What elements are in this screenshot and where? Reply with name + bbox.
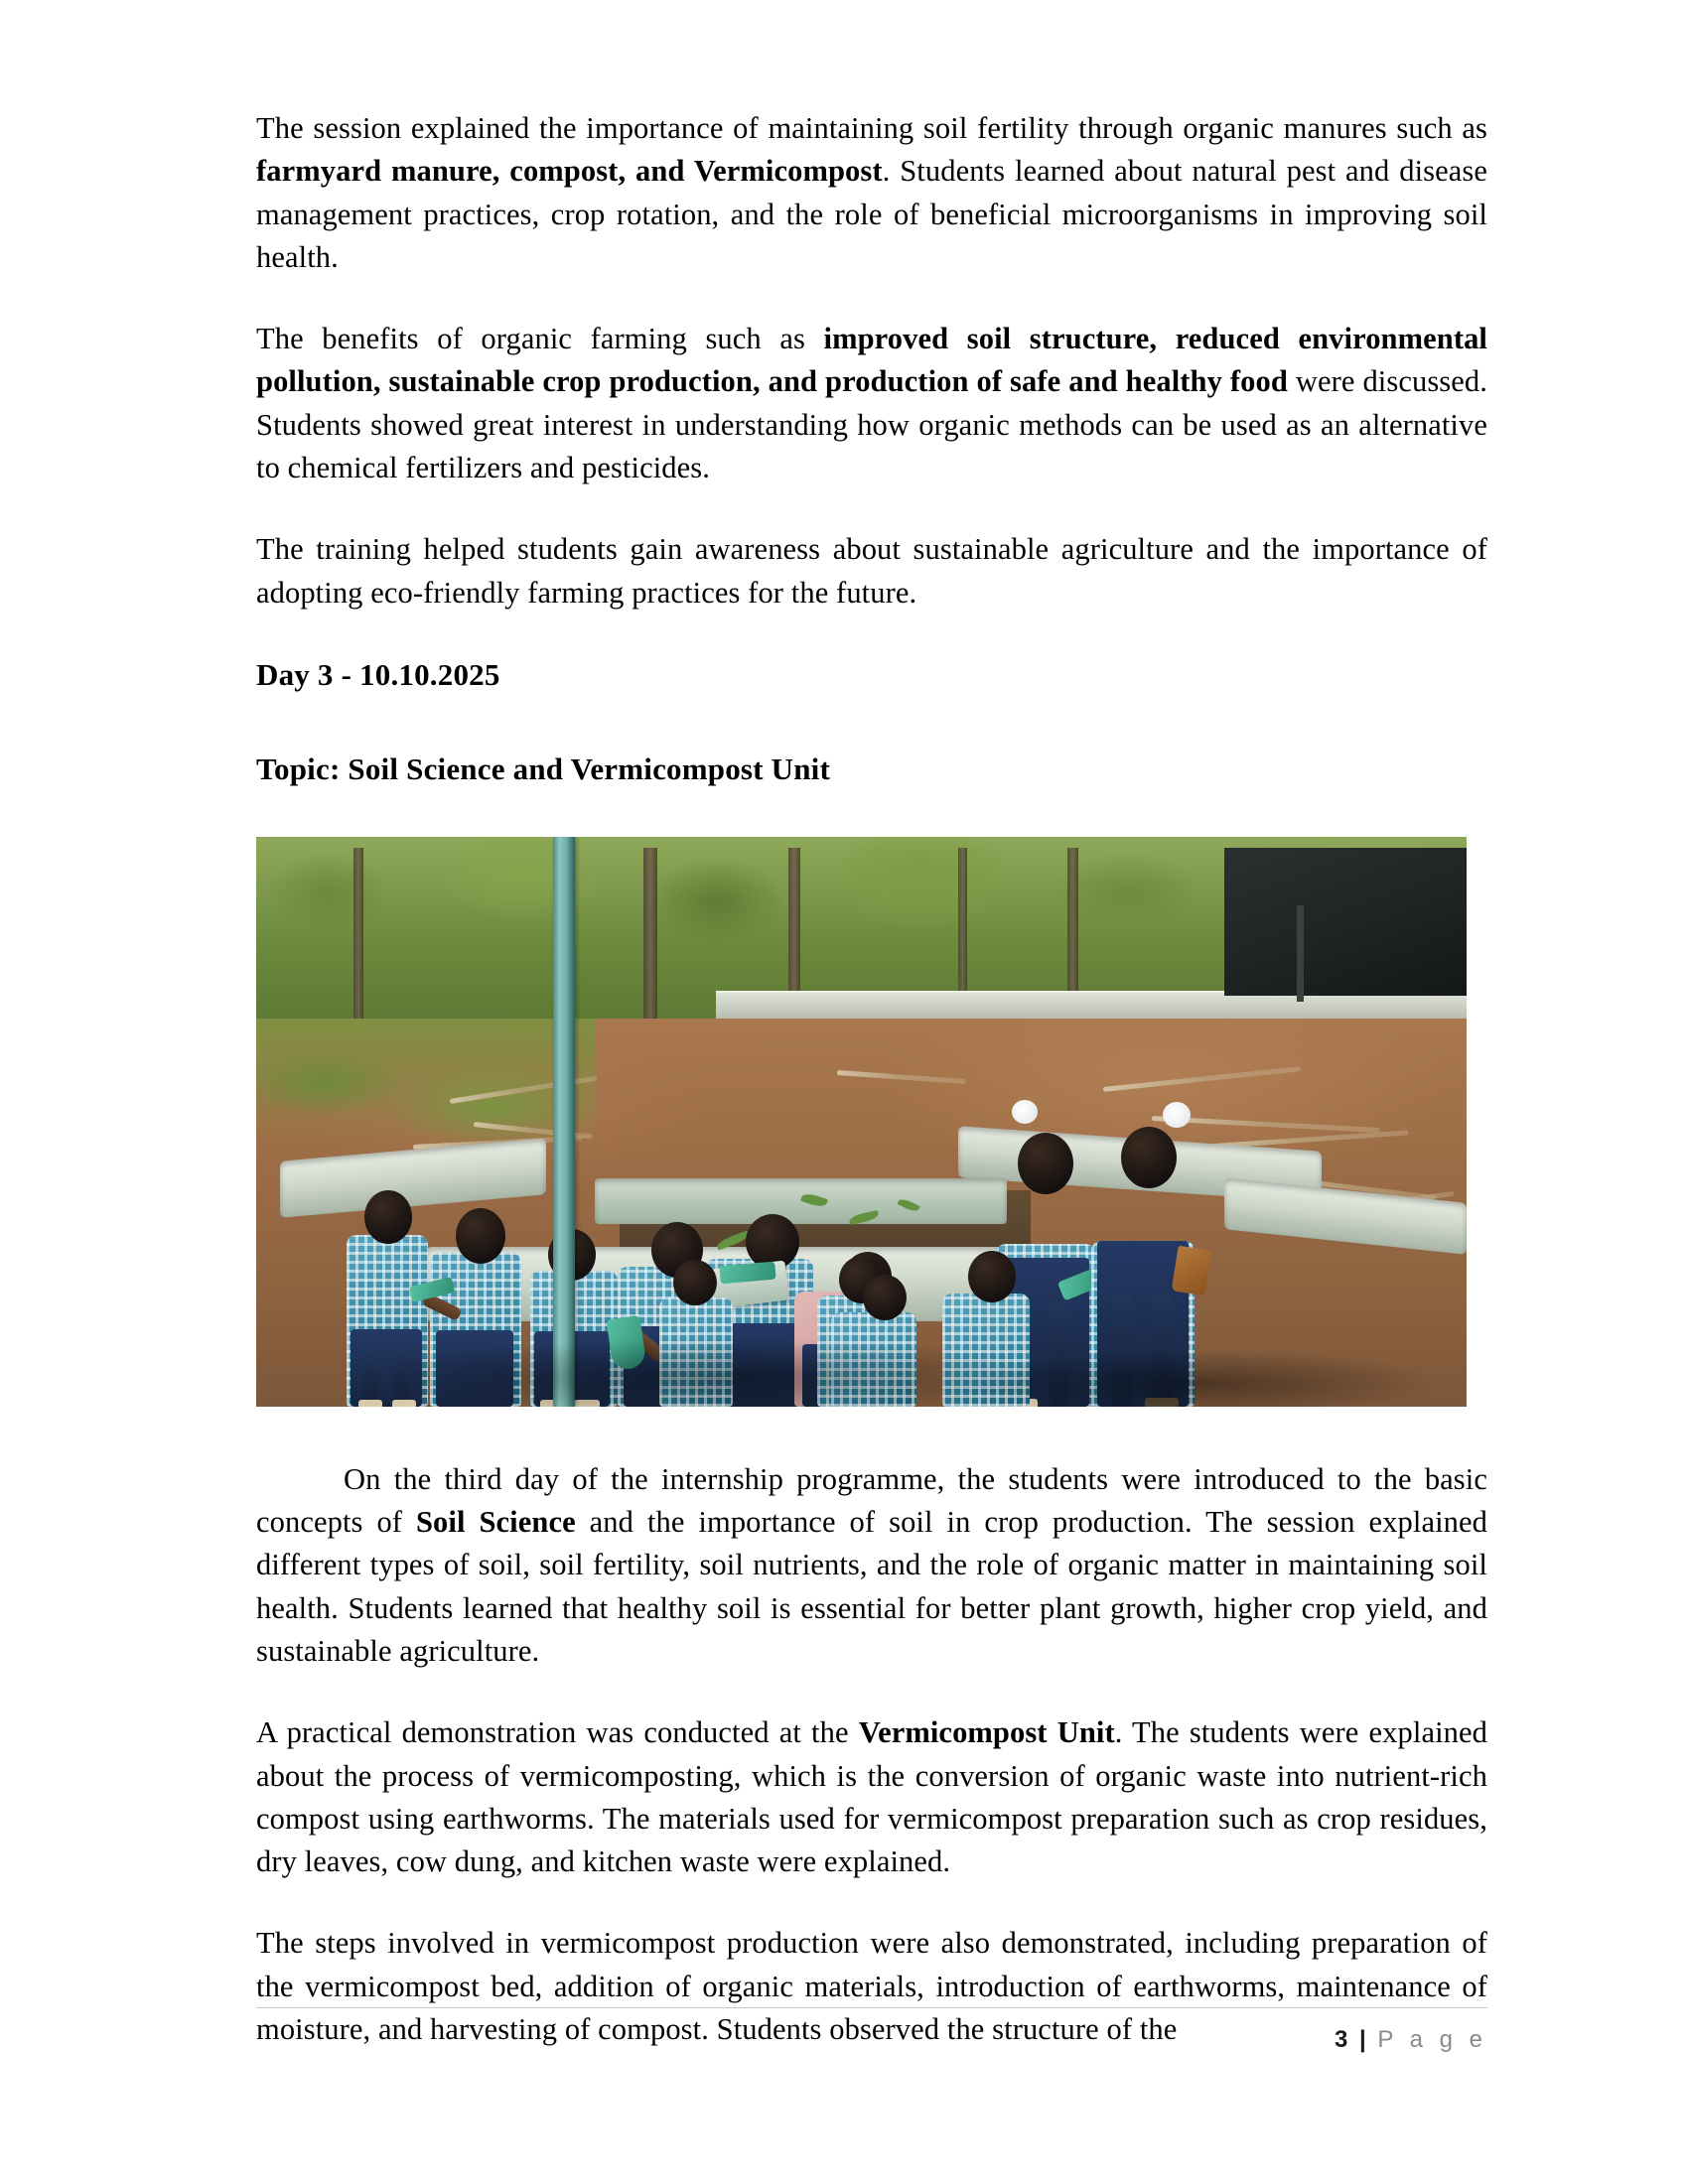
photo-support-pole: [553, 837, 575, 1407]
footer-page-number: 3: [1334, 2026, 1348, 2053]
emphasis-run: farmyard manure, compost, and Vermicompost: [256, 154, 883, 189]
spacer: [256, 696, 1487, 748]
photo-shed: [1224, 848, 1467, 996]
spacer: [256, 791, 1487, 837]
paragraph-4: On the third day of the internship programme, the students were introduced to the basic concepts of Soil Science and the importance of soil in crop production. The session explained different types of soil, soil fertility, soil nutrients, and the role of organic matter in maintaining soil health. Students learned that healthy soil is essential for better plant growth, higher crop yield, and sustainable agriculture.: [256, 1461, 1487, 1668]
footer-separator: |: [1358, 2026, 1367, 2053]
emphasis-run: improved soil structure, reduced environmental pollution, sustainable crop production, and production of safe and healthy food: [256, 322, 1487, 399]
vermicompost-unit-photograph: [256, 837, 1467, 1407]
page-footer: [256, 2007, 1487, 2054]
photo-shed-post: [1297, 905, 1304, 1003]
paragraph-1: The session explained the importance of maintaining soil fertility through organic manures such as farmyard manure, compost, and Vermicompost. Students learned about natural pest and disease management practices, crop rotation, and the role of beneficial microorganisms in improving soil health.: [256, 111, 1487, 274]
page-content: [256, 107, 1487, 2090]
photo-tree-trunk: [353, 848, 363, 1019]
paragraph-3: The training helped students gain awareness about sustainable agriculture and the importance of adopting eco-friendly farming practices for the future.: [256, 532, 1487, 610]
paragraph-5: A practical demonstration was conducted at the Vermicompost Unit. The students were explained about the process of vermicomposting, which is the conversion of organic waste into nutrient-rich compost using earthworms. The materials used for vermicompost preparation such as crop residues, dry leaves, cow dung, and kitchen waste were explained.: [256, 1715, 1488, 1879]
photo-tree-trunk: [643, 848, 657, 1019]
paragraph-6: The steps involved in vermicompost production were also demonstrated, including preparation of the vermicompost bed, addition of organic materials, introduction of earthworms, maintenance of moisture, and harvesting of compost. Students observed the structure of the: [256, 1926, 1487, 2047]
footer-page-indicator: [256, 2026, 1487, 2054]
heading-day: Day 3 - 10.10.2025: [256, 656, 500, 692]
spacer: [256, 1407, 1487, 1458]
paragraph-2: The benefits of organic farming such as improved soil structure, reduced environmental pollution, sustainable crop production, and production of safe and healthy food were discussed. Students showed great interest in understanding how organic methods can be used as an alternative to chemical fertilizers and pesticides.: [256, 322, 1487, 485]
emphasis-run: Vermicompost Unit: [858, 1715, 1115, 1750]
photo-canvas: [256, 837, 1467, 1407]
footer-page-label: P a g e: [1377, 2026, 1487, 2053]
photo-ground-shadow: [958, 1349, 1443, 1406]
emphasis-run: Soil Science: [415, 1505, 576, 1540]
heading-topic: Topic: Soil Science and Vermicompost Unit: [256, 751, 831, 787]
footer-divider: [256, 2007, 1487, 2008]
